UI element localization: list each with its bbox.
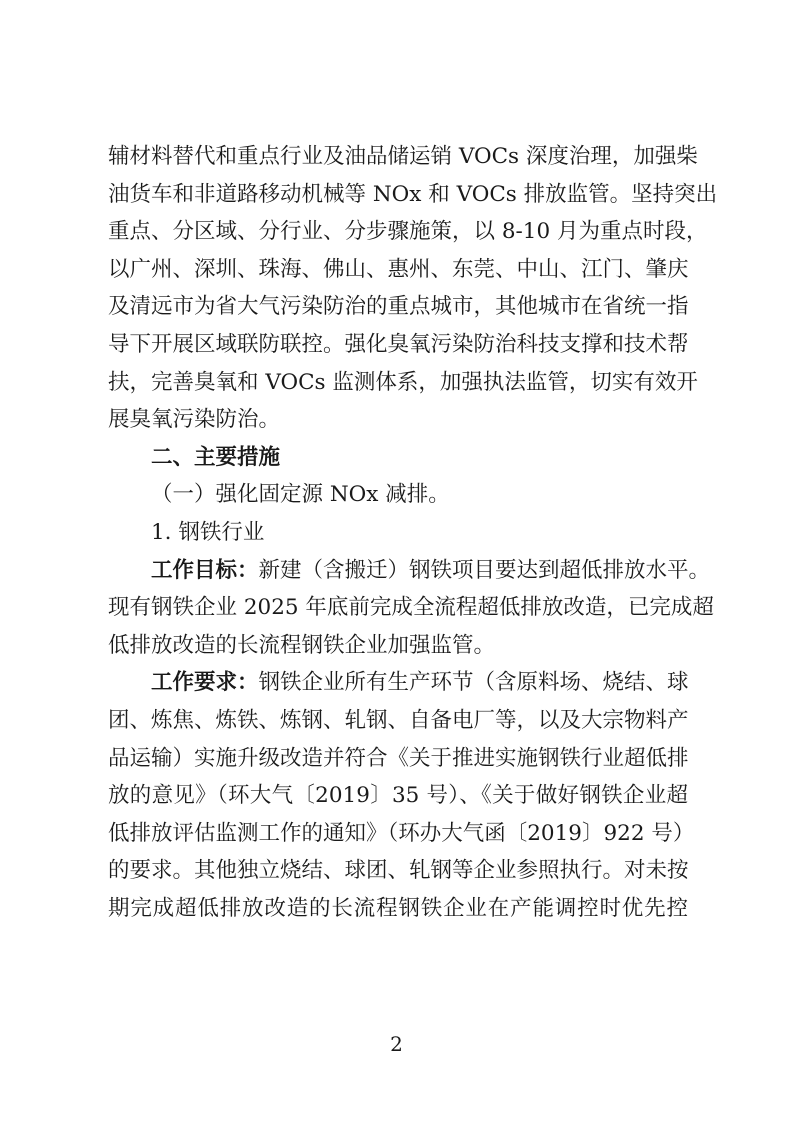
body-text-line: 油货车和非道路移动机械等 NOx 和 VOCs 排放监管。坚持突出	[108, 181, 718, 207]
body-text-line: 团、炼焦、炼铁、炼钢、轧钢、自备电厂等，以及大宗物料产	[108, 707, 689, 733]
target-label: 工作目标：	[151, 557, 259, 583]
body-text-line: 展臭氧污染防治。	[108, 407, 281, 433]
target-paragraph-line	[108, 552, 711, 590]
document-body	[108, 138, 718, 927]
item-heading: 1. 钢铁行业	[151, 519, 265, 545]
requirement-label: 工作要求：	[151, 670, 259, 696]
body-text-line: 放的意见》（环大气〔2019〕35 号）、《关于做好钢铁企业超	[108, 783, 688, 809]
subsection-heading: （一）强化固定源 NOx 减排。	[151, 482, 450, 508]
body-text-line: 低排放改造的长流程钢铁企业加强监管。	[108, 632, 496, 658]
requirement-paragraph-line	[108, 664, 688, 702]
body-text-line: 期完成超低排放改造的长流程钢铁企业在产能调控时优先控	[108, 895, 688, 921]
body-text-line: 扶，完善臭氧和 VOCs 监测体系，加强执法监管，切实有效开	[108, 369, 698, 395]
body-text-line: 重点、分区域、分行业、分步骤施策，以 8-10 月为重点时段，	[108, 219, 708, 245]
section-heading: 二、主要措施	[151, 444, 281, 470]
body-text-line: 的要求。其他独立烧结、球团、轧钢等企业参照执行。对未按	[108, 858, 689, 884]
body-text-line: 以广州、深圳、珠海、佛山、惠州、东莞、中山、江门、肇庆	[108, 256, 689, 282]
body-text-line: 品运输）实施升级改造并符合《关于推进实施钢铁行业超低排	[108, 745, 689, 771]
page-number: 2	[390, 1032, 403, 1056]
body-text-line: 低排放评估监测工作的通知》（环办大气函〔2019〕922 号）	[108, 820, 695, 846]
requirement-text: 钢铁企业所有生产环节（含原料场、烧结、球	[258, 670, 689, 696]
body-text-line: 及清远市为省大气污染防治的重点城市，其他城市在省统一指	[108, 294, 689, 320]
target-text: 新建（含搬迁）钢铁项目要达到超低排放水平。	[258, 557, 711, 583]
body-text-line: 现有钢铁企业 2025 年底前完成全流程超低排放改造，已完成超	[108, 595, 714, 621]
body-text-line: 导下开展区域联防联控。强化臭氧污染防治科技支撑和技术帮	[108, 331, 689, 357]
body-text-line: 辅材料替代和重点行业及油品储运销 VOCs 深度治理，加强柴	[108, 144, 698, 169]
